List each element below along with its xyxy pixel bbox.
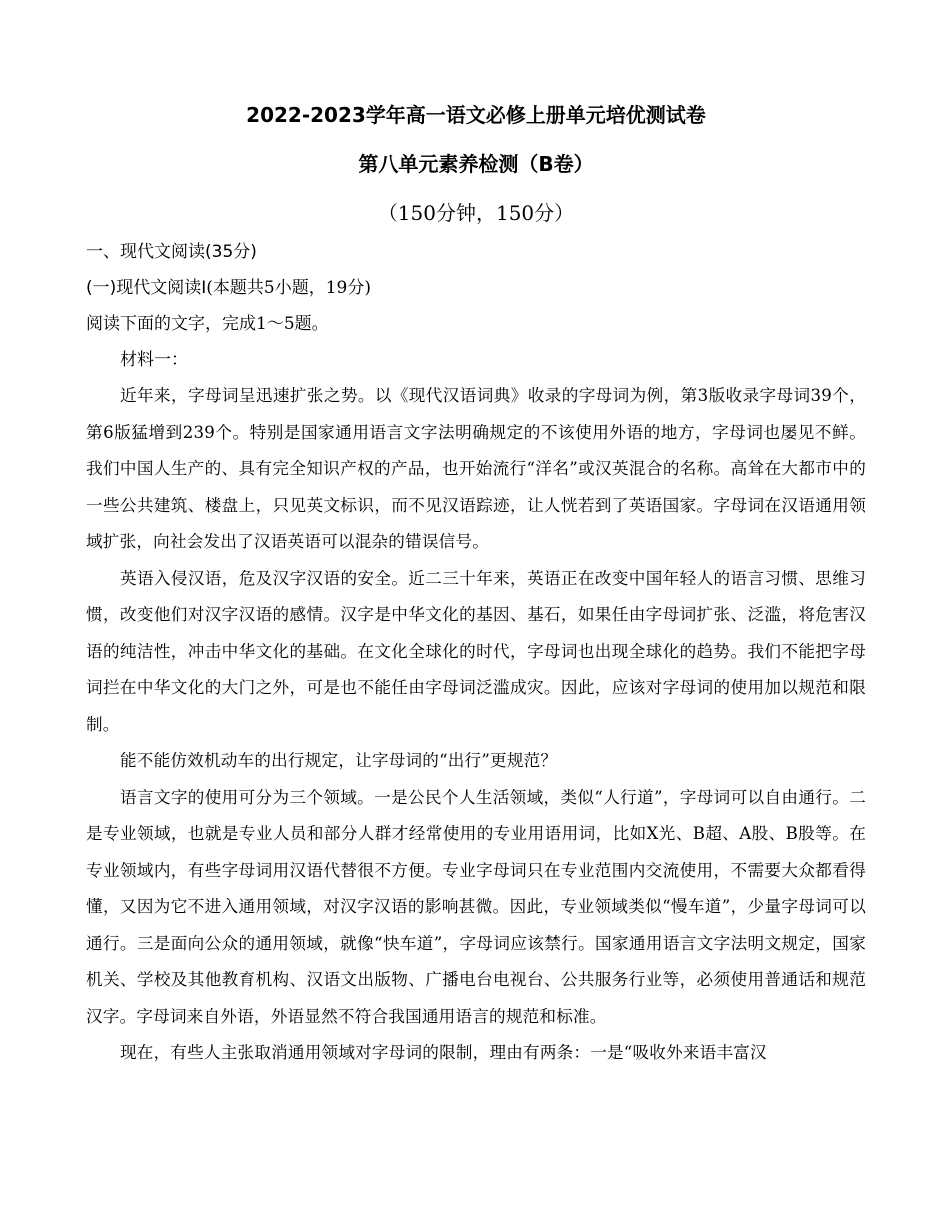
unit-title: 第八单元素养检测（B卷） [358,152,594,176]
paragraph-1: 近年来，字母词呈迅速扩张之势。以《现代汉语词典》收录的字母词为例，第3版收录字母词39个，第6版猛增到239个。特别是国家通用语言文字法明确规定的不该使用外语的地方，字母词也屡见不鲜。我们中国人生产的、具有完全知识产权的产品，也开始流行“洋名”或汉英混合的名称。高耸在大都市中的一些公共建筑、楼盘上，只见英文标识，而不见汉语踪迹，让人恍若到了英语国家。字母词在汉语通用领域扩张，向社会发出了汉语英语可以混杂的错误信号。 [86,386,866,551]
paragraph-5: 现在，有些人主张取消通用领域对字母词的限制，理由有两条：一是“吸收外来语丰富汉 [120,1043,767,1062]
reading-instruction: 阅读下面的文字，完成1～5题。 [86,314,329,334]
subsection-heading [86,270,866,306]
section-heading-reading: 一、现代文阅读(35分) [86,242,257,262]
material-label: 材料一： [120,350,188,370]
subsection-label: (一)现代文阅读Ⅰ [86,278,207,298]
paragraph-4: 语言文字的使用可分为三个领域。一是公民个人生活领域，类似“人行道”，字母词可以自由通行。二是专业领域，也就是专业人员和部分人群才经常使用的专业用语用词，比如X光、B超、A股、B股等。在专业领域内，有些字母词用汉语代替很不方便。专业字母词只在专业范围内交流使用，不需要大众都看得懂，又因为它不进入通用领域，对汉字汉语的影响甚微。因此，专业领域类似“慢车道”，少量字母词可以通行。三是面向公众的通用领域，就像“快车道”，字母词应该禁行。国家通用语言文字法明文规定，国家机关、学校及其他教育机构、汉语文出版物、广播电台电视台、公共服务行业等，必须使用普通话和规范汉字。字母词来自外语，外语显然不符合我国通用语言的规范和标准。 [86,787,866,1026]
document-page [86,100,866,1072]
document-title: 2022-2023学年高一语文必修上册单元培优测试卷 [246,103,706,127]
subsection-note: (本题共5小题，19分) [206,278,371,298]
time-score-line: （150分钟，150分） [377,201,575,225]
paragraph-2: 英语入侵汉语，危及汉字汉语的安全。近二三十年来，英语正在改变中国年轻人的语言习惯、思维习惯，改变他们对汉字汉语的感情。汉字是中华文化的基因、基石，如果任由字母词扩张、泛滥，将危害汉语的纯洁性，冲击中华文化的基础。在文化全球化的时代，字母词也出现全球化的趋势。我们不能把字母词拦在中华文化的大门之外，可是也不能任由字母词泛滥成灾。因此，应该对字母词的使用加以规范和限制。 [86,568,866,734]
paragraph-3: 能不能仿效机动车的出行规定，让字母词的“出行”更规范？ [120,751,558,770]
